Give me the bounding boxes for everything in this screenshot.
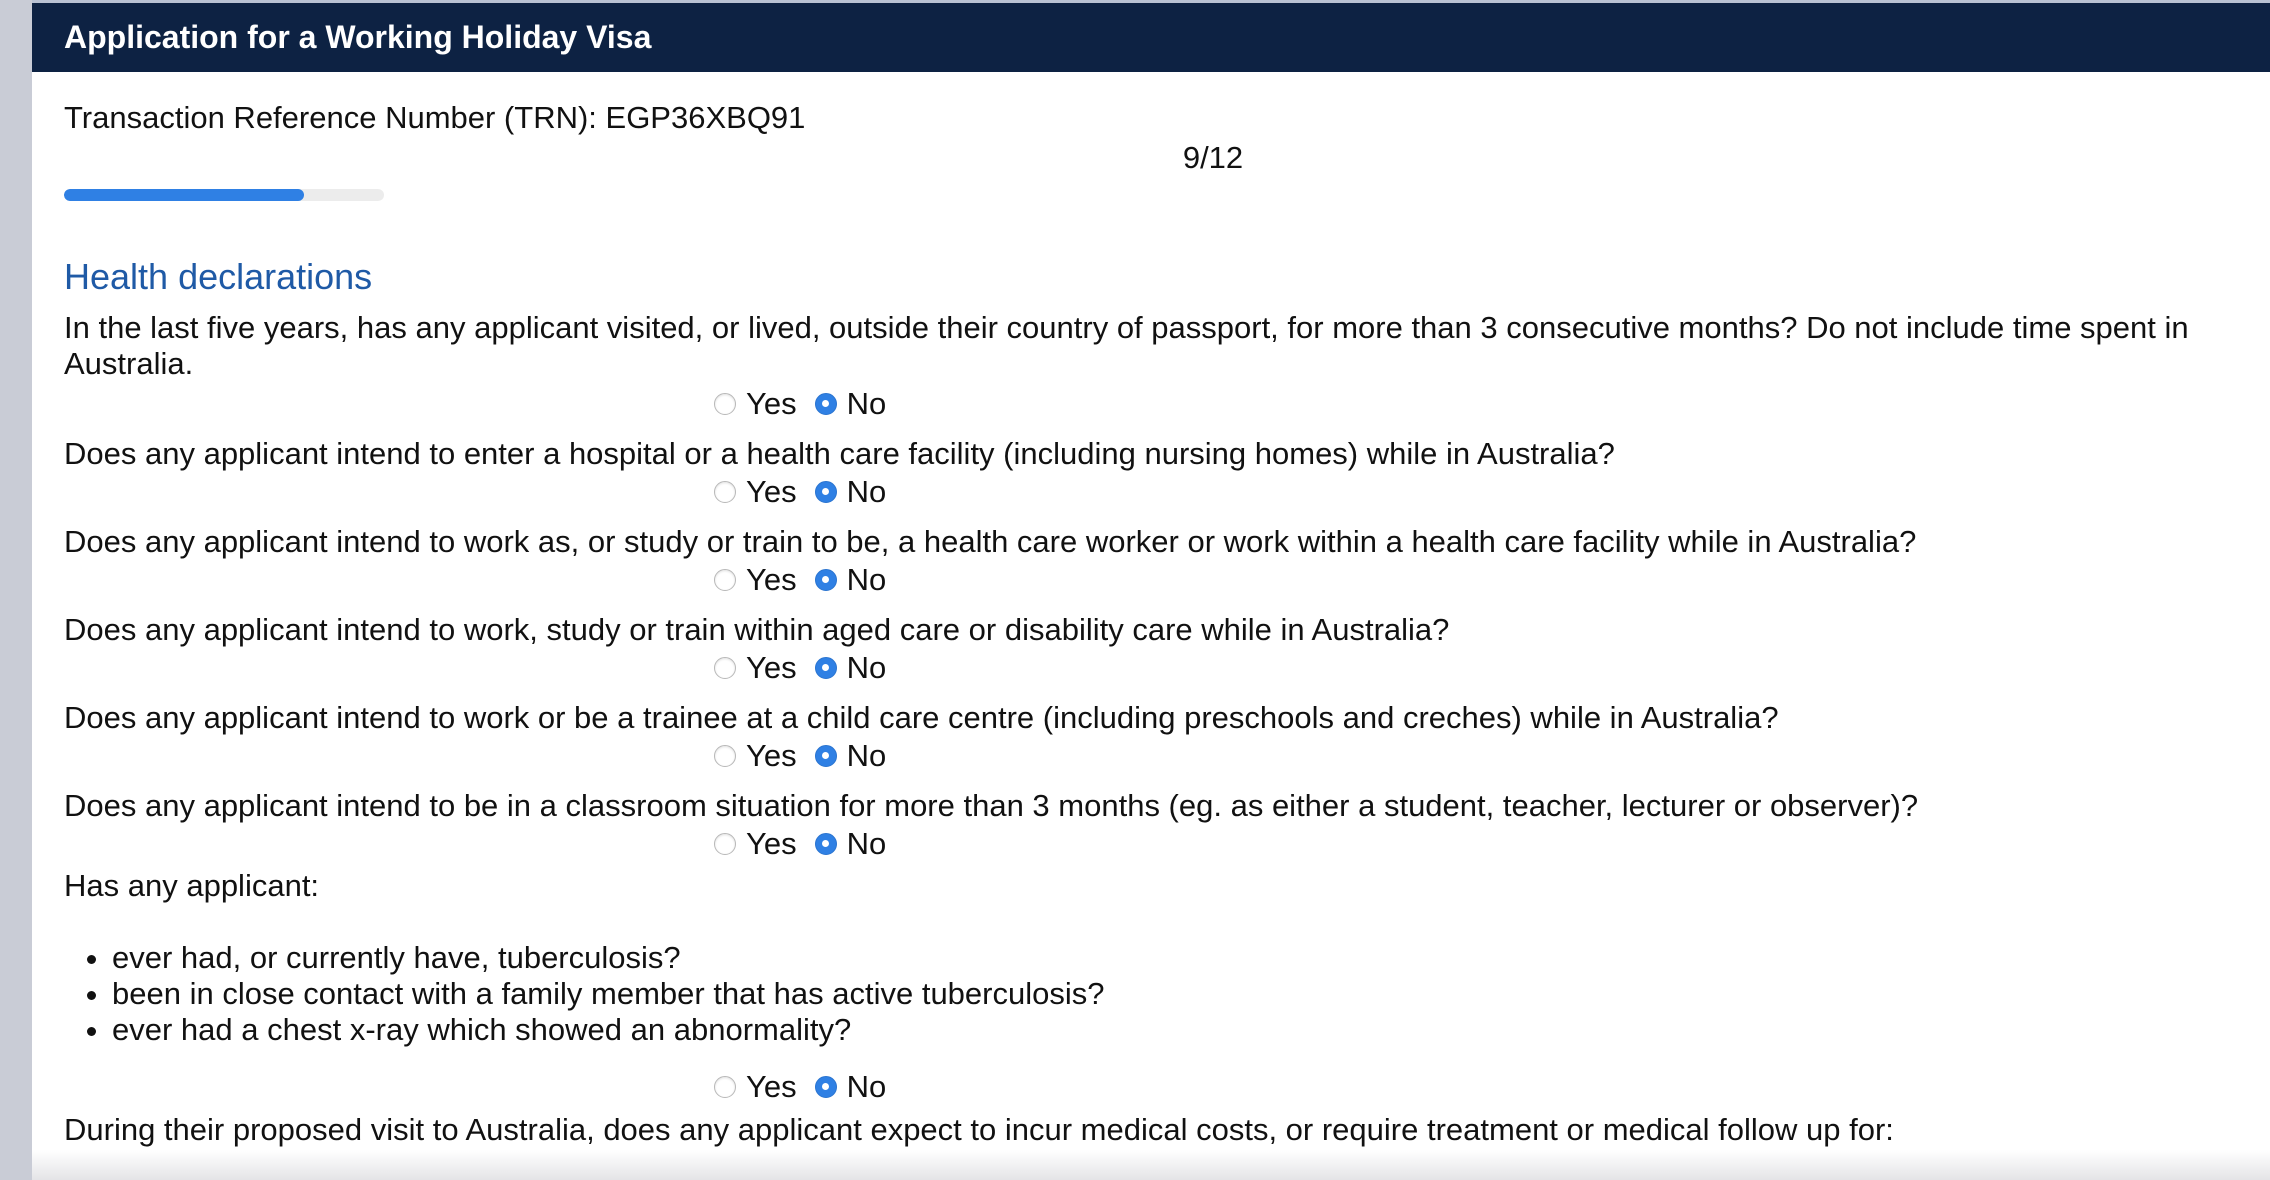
bottom-fade bbox=[32, 1150, 2270, 1180]
list-item: • ever had a chest x-ray which showed an abnormality? bbox=[112, 1012, 1104, 1048]
list-item: • ever had, or currently have, tuberculosis? bbox=[112, 940, 1104, 976]
progress-fill bbox=[64, 189, 304, 201]
header-bar bbox=[32, 3, 2270, 72]
question-2-yes-radio[interactable] bbox=[714, 481, 736, 503]
tb-question-bullets bbox=[64, 940, 1104, 1048]
question-4-no-radio[interactable] bbox=[815, 657, 837, 679]
yes-label[interactable]: Yes bbox=[746, 386, 797, 421]
question-6-options bbox=[714, 824, 904, 864]
question-1-options bbox=[714, 384, 904, 424]
yes-label[interactable]: Yes bbox=[746, 650, 797, 685]
question-6-no-radio[interactable] bbox=[815, 833, 837, 855]
question-6-text: Does any applicant intend to be in a classroom situation for more than 3 months (eg. as either a student, teacher, lecturer or observer)? bbox=[64, 788, 1919, 823]
yes-label[interactable]: Yes bbox=[746, 1069, 797, 1104]
question-6-yes-radio[interactable] bbox=[714, 833, 736, 855]
question-3-yes-radio[interactable] bbox=[714, 569, 736, 591]
medical-costs-question-text: During their proposed visit to Australia, does any applicant expect to incur medical costs, or require treatment or medical follow up for: bbox=[64, 1112, 1894, 1147]
question-4-yes-radio[interactable] bbox=[714, 657, 736, 679]
yes-label[interactable]: Yes bbox=[746, 826, 797, 861]
question-3-options bbox=[714, 560, 904, 600]
no-label[interactable]: No bbox=[846, 562, 887, 597]
no-label[interactable]: No bbox=[846, 650, 887, 685]
question-5-text: Does any applicant intend to work or be a trainee at a child care centre (including preschools and creches) while in Australia? bbox=[64, 700, 1779, 735]
question-3-text: Does any applicant intend to work as, or study or train to be, a health care worker or work within a health care facility while in Australia? bbox=[64, 524, 1917, 559]
page-title: Application for a Working Holiday Visa bbox=[64, 19, 652, 55]
no-label[interactable]: No bbox=[846, 474, 887, 509]
list-item: • been in close contact with a family member that has active tuberculosis? bbox=[112, 976, 1104, 1012]
question-2-no-radio[interactable] bbox=[815, 481, 837, 503]
section-title: Health declarations bbox=[64, 256, 373, 297]
question-4-text: Does any applicant intend to work, study or train within aged care or disability care while in Australia? bbox=[64, 612, 1450, 647]
form-content bbox=[64, 72, 2244, 1180]
tb-question-options bbox=[714, 1067, 904, 1107]
no-label[interactable]: No bbox=[846, 1069, 887, 1104]
left-rail bbox=[0, 0, 32, 1180]
question-4-options bbox=[714, 648, 904, 688]
step-counter: 9/12 bbox=[1182, 140, 1244, 175]
yes-label[interactable]: Yes bbox=[746, 562, 797, 597]
tb-question-no-radio[interactable] bbox=[815, 1076, 837, 1098]
question-3-no-radio[interactable] bbox=[815, 569, 837, 591]
yes-label[interactable]: Yes bbox=[746, 474, 797, 509]
no-label[interactable]: No bbox=[846, 386, 887, 421]
question-2-options bbox=[714, 472, 904, 512]
question-1-text: In the last five years, has any applicant visited, or lived, outside their country of passport, for more than 3 consecutive months? Do not include time spent in Australia. bbox=[64, 310, 2189, 381]
tb-question-yes-radio[interactable] bbox=[714, 1076, 736, 1098]
question-1-yes-radio[interactable] bbox=[714, 393, 736, 415]
no-label[interactable]: No bbox=[846, 738, 887, 773]
question-5-yes-radio[interactable] bbox=[714, 745, 736, 767]
progress-bar bbox=[64, 189, 384, 201]
question-1-no-radio[interactable] bbox=[815, 393, 837, 415]
question-5-options bbox=[714, 736, 904, 776]
yes-label[interactable]: Yes bbox=[746, 738, 797, 773]
no-label[interactable]: No bbox=[846, 826, 887, 861]
trn-text: Transaction Reference Number (TRN): EGP36XBQ91 bbox=[64, 100, 806, 135]
question-2-text: Does any applicant intend to enter a hospital or a health care facility (including nursing homes) while in Australia? bbox=[64, 436, 1615, 471]
question-5-no-radio[interactable] bbox=[815, 745, 837, 767]
tb-question-intro: Has any applicant: bbox=[64, 868, 320, 903]
